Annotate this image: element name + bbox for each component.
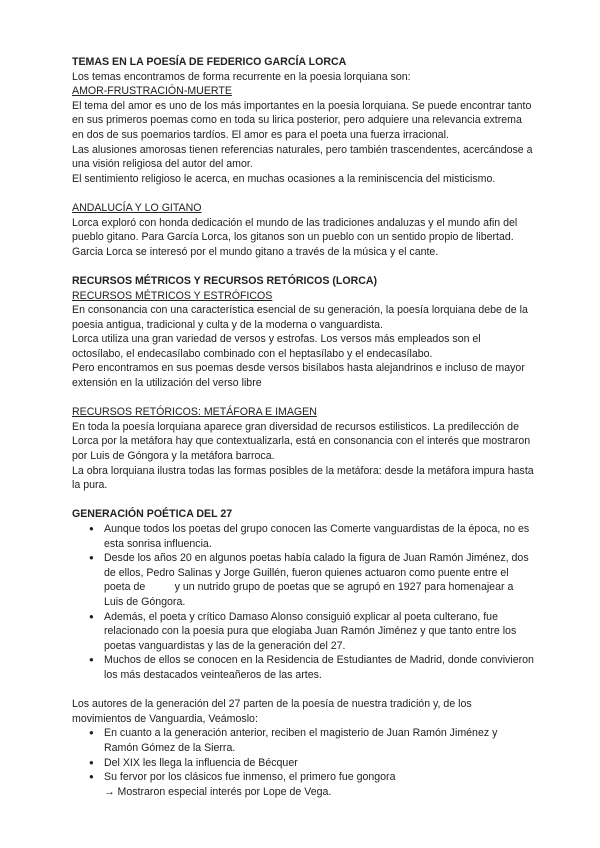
- paragraph-metricos-2: Lorca utiliza una gran variedad de versos y estrofas. Los versos más empleados son el octosílabo, el endecasílabo combinado con el heptasílabo y el endecasílabo.: [72, 333, 481, 360]
- list-item: ● En cuanto a la generación anterior, reciben el magisterio de Juan Ramón Jiménez y Ramón Gómez de la Sierra.: [104, 726, 534, 755]
- paragraph-amor-3: El sentimiento religioso le acerca, en muchas ocasiones a la reminiscencia del misticismo.: [72, 172, 496, 185]
- bullet-list-generacion: [72, 522, 534, 683]
- list-item: ● Además, el poeta y crítico Damaso Alonso consiguió explicar al poeta culterano, fue relacionado con la poesia pura que elogiaba Juan Ramón Jiménez y que tanto entre los poetas vanguardistas y las de la generación del 27.: [104, 610, 534, 654]
- subheading-retoricos: RECURSOS RETÓRICOS: METÁFORA E IMAGEN: [72, 406, 317, 419]
- paragraph-andalucia: Lorca exploró con honda dedicación el mundo de las tradiciones andaluzas y el mundo afin del pueblo gitano. Para García Lorca, los gitanos son un pueblo con un sentido propio de libertad. Garcia Lorca se interesó por el mundo gitano a través de la música y el cante.: [72, 216, 518, 258]
- subheading-amor: AMOR-FRUSTRACIÓN-MUERTE: [72, 85, 232, 98]
- subheading-metricos: RECURSOS MÉTRICOS Y ESTRÓFICOS: [72, 289, 273, 302]
- section-title-temas: TEMAS EN LA POESÍA DE FEDERICO GARCÍA LORCA: [72, 56, 347, 68]
- list-item: ● Su fervor por los clásicos fue inmenso, el primero fue gongora: [104, 770, 534, 785]
- subheading-andalucia: ANDALUCÍA Y LO GITANO: [72, 201, 202, 214]
- intro-paragraph: Los temas encontramos de forma recurrente en la poesia lorquiana son:: [72, 70, 411, 83]
- spacer: [72, 683, 534, 698]
- list-item: ● Aunque todos los poetas del grupo conocen las Comerte vanguardistas de la época, no es esta sonrisa influencia.: [104, 522, 534, 551]
- paragraph-retoricos-1: En toda la poesía lorquiana aparece gran diversidad de recursos estilisticos. La predilección de Lorca por la metáfora hay que contextualizarla, está en consonancia con el interés que mostraron por Luis de Góngora y la metáfora barroca.: [72, 420, 531, 463]
- arrow-note-lope: → Mostraron especial interés por Lope de Vega.: [104, 785, 332, 798]
- spacer: [72, 391, 534, 406]
- section-title-generacion: GENERACIÓN POÉTICA DEL 27: [72, 508, 233, 521]
- paragraph-autores: Los autores de la generación del 27 parten de la poesía de nuestra tradición y, de los movimientos de Vanguardia, Veámoslo:: [72, 698, 472, 725]
- list-item: ● Del XIX les llega la influencia de Bécquer: [104, 756, 534, 771]
- paragraph-amor-1: El tema del amor es uno de los más importantes en la poesia lorquiana. Se puede encontrar tanto en sus primeros poemas como en toda su lirica posterior, pero adquiere una relevancia extrema en dos de sus poemarios tardíos. El amor es para el poeta una fuerza irracional.: [72, 99, 532, 141]
- paragraph-metricos-1: En consonancia con una característica esencial de su generación, la poesía lorquiana debe de la poesia antigua, tradicional y culta y de la moderna o vanguardista.: [72, 304, 528, 331]
- spacer: [72, 186, 534, 201]
- paragraph-metricos-3: Pero encontramos en sus poemas desde versos bisílabos hasta alejandrinos e incluso de mayor extensión en la utilización del verso libre: [72, 362, 525, 390]
- spacer: [72, 493, 534, 508]
- list-item: ● Desde los años 20 en algunos poetas había calado la figura de Juan Ramón Jiménez, dos de ellos, Pedro Salinas y Jorge Guillén, fueron quienes actuaron como puente entre el poeta de y un nutrido grupo de poetas que se agrupó en 1927 para homenajear a Luis de Góngora.: [104, 551, 534, 609]
- bullet-list-autores: [72, 726, 534, 784]
- spacer: [72, 259, 534, 274]
- list-item: ● Muchos de ellos se conocen en la Residencia de Estudiantes de Madrid, donde convivieron los más destacados veinteañeros de las artes.: [104, 653, 534, 682]
- paragraph-retoricos-2: La obra lorquiana ilustra todas las formas posibles de la metáfora: desde la metáfora impura hasta la pura.: [72, 464, 534, 492]
- paragraph-amor-2: Las alusiones amorosas tienen referencias naturales, pero también trascendentes, acercándose a una visión religiosa del autor del amor.: [72, 143, 533, 171]
- section-title-recursos: RECURSOS MÉTRICOS Y RECURSOS RETÓRICOS (LORCA): [72, 274, 378, 287]
